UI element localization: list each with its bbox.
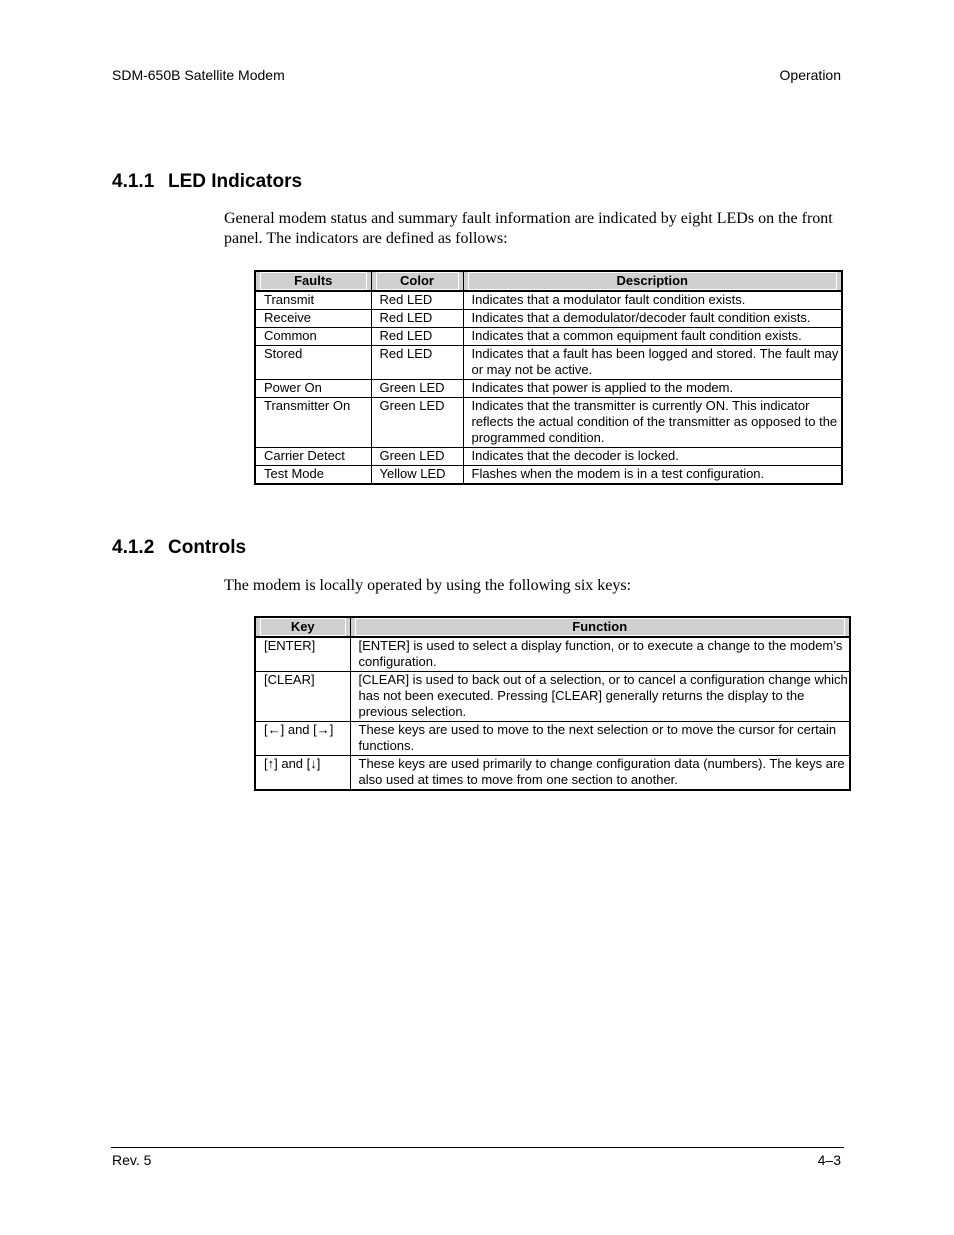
function-cell: These keys are used primarily to change configuration data (numbers). The keys are also used at times to move from one section to another. (350, 756, 850, 791)
key-name-cell: [ENTER] (255, 637, 350, 672)
description-cell: Indicates that a fault has been logged and stored. The fault may or may not be active. (463, 346, 842, 380)
section-heading-led-indicators (112, 171, 302, 193)
section-number: 4.1.1 (112, 171, 155, 192)
fault-name-cell: Transmitter On (255, 398, 371, 448)
led-color-cell: Yellow LED (371, 466, 463, 485)
column-header-color: Color (371, 271, 463, 291)
table-row (255, 398, 842, 448)
key-name-cell: [CLEAR] (255, 672, 350, 722)
controls-table-body (255, 637, 850, 790)
table-row (255, 448, 842, 466)
fault-name-cell: Common (255, 328, 371, 346)
table-row (255, 310, 842, 328)
description-cell: Indicates that power is applied to the modem. (463, 380, 842, 398)
section-number: 4.1.2 (112, 537, 155, 558)
led-intro-paragraph: General modem status and summary fault information are indicated by eight LEDs on the front panel. The indicators are defined as follows: (224, 210, 833, 247)
fault-name-cell: Transmit (255, 291, 371, 310)
led-color-cell: Red LED (371, 346, 463, 380)
table-row (255, 466, 842, 485)
column-header-key: Key (255, 617, 350, 637)
key-name-cell: [↑] and [↓] (255, 756, 350, 791)
running-header-title: SDM-650B Satellite Modem (112, 67, 285, 83)
column-header-description: Description (463, 271, 842, 291)
section-heading-controls (112, 537, 246, 559)
description-cell: Indicates that the transmitter is currently ON. This indicator reflects the actual condition of the transmitter as opposed to the programmed condition. (463, 398, 842, 448)
description-cell: Indicates that a common equipment fault condition exists. (463, 328, 842, 346)
footer-revision: Rev. 5 (112, 1152, 152, 1168)
fault-name-cell: Stored (255, 346, 371, 380)
led-color-cell: Red LED (371, 291, 463, 310)
function-cell: [CLEAR] is used to back out of a selection, or to cancel a configuration change which has not been executed. Pressing [CLEAR] generally returns the display to the previous selection. (350, 672, 850, 722)
fault-name-cell: Test Mode (255, 466, 371, 485)
table-row (255, 637, 850, 672)
controls-table (254, 616, 851, 791)
description-cell: Indicates that the decoder is locked. (463, 448, 842, 466)
section-title: Controls (168, 537, 247, 558)
description-cell: Flashes when the modem is in a test configuration. (463, 466, 842, 485)
led-color-cell: Green LED (371, 380, 463, 398)
led-color-cell: Green LED (371, 448, 463, 466)
footer-page-number: 4–3 (817, 1152, 841, 1168)
led-color-cell: Red LED (371, 328, 463, 346)
led-color-cell: Green LED (371, 398, 463, 448)
table-row (255, 672, 850, 722)
led-color-cell: Red LED (371, 310, 463, 328)
table-row (255, 722, 850, 756)
table-row (255, 756, 850, 791)
section-title: LED Indicators (168, 171, 303, 192)
description-cell: Indicates that a modulator fault condition exists. (463, 291, 842, 310)
led-table-body (255, 291, 842, 484)
key-name-cell: [←] and [→] (255, 722, 350, 756)
column-header-faults: Faults (255, 271, 371, 291)
table-row (255, 380, 842, 398)
table-row (255, 291, 842, 310)
description-cell: Indicates that a demodulator/decoder fault condition exists. (463, 310, 842, 328)
table-header-row (255, 271, 842, 291)
column-header-function: Function (350, 617, 850, 637)
table-row (255, 328, 842, 346)
table-header-row (255, 617, 850, 637)
fault-name-cell: Power On (255, 380, 371, 398)
led-indicators-table (254, 270, 843, 485)
fault-name-cell: Carrier Detect (255, 448, 371, 466)
table-row (255, 346, 842, 380)
fault-name-cell: Receive (255, 310, 371, 328)
function-cell: These keys are used to move to the next selection or to move the cursor for certain functions. (350, 722, 850, 756)
footer-rule (111, 1147, 844, 1148)
function-cell: [ENTER] is used to select a display function, or to execute a change to the modem’s configuration. (350, 637, 850, 672)
controls-intro-paragraph: The modem is locally operated by using the following six keys: (224, 577, 632, 594)
running-header-chapter: Operation (779, 67, 841, 83)
